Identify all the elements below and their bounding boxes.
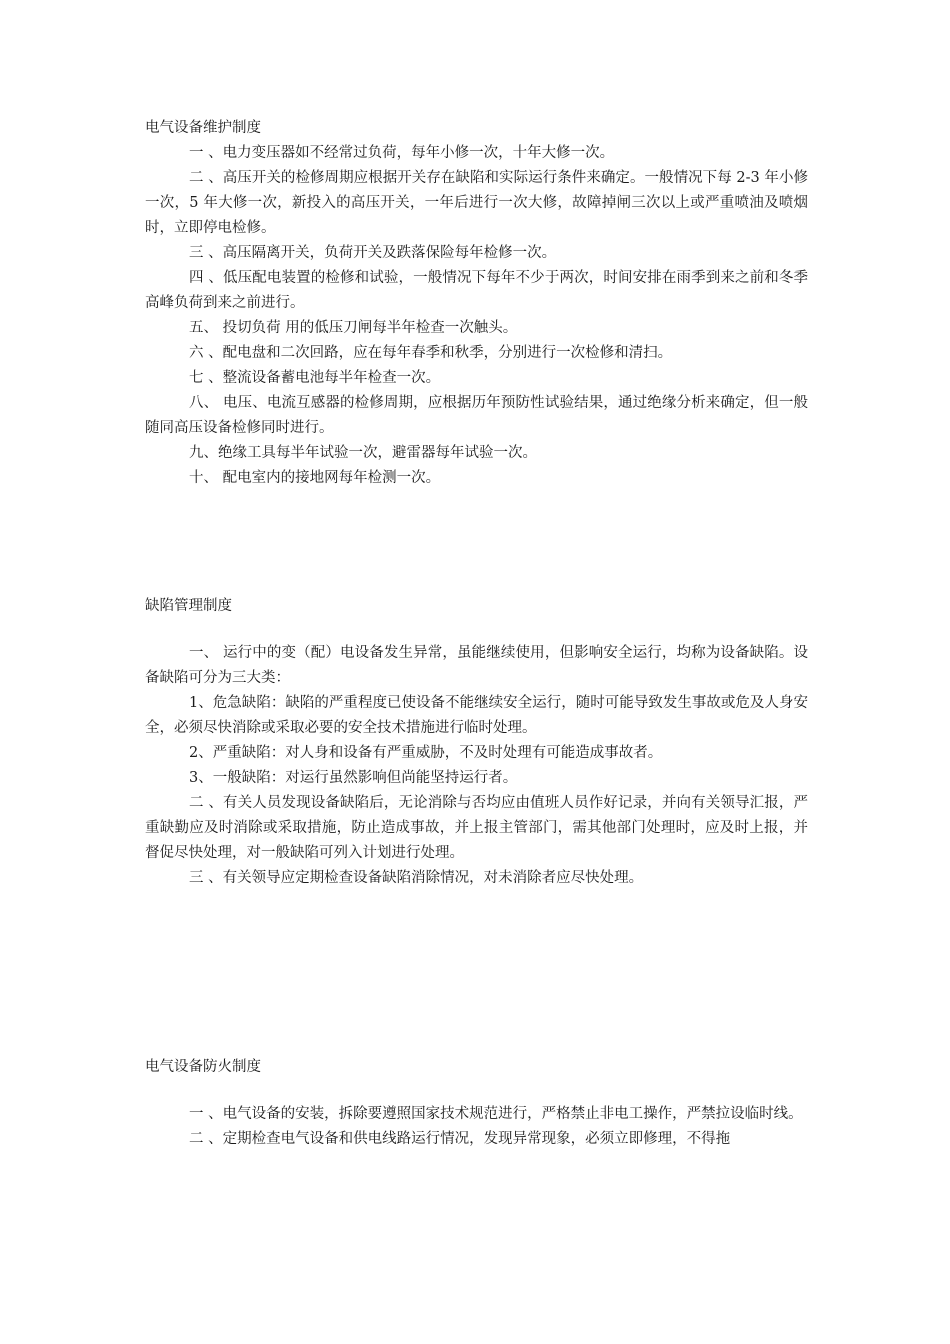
- paragraph: 四 、低压配电装置的检修和试验，一般情况下每年不少于两次，时间安排在雨季到来之前和冬季高峰负荷到来之前进行。: [145, 270, 808, 311]
- section-title-defects: 缺陷管理制度: [145, 598, 232, 614]
- paragraph: 一、 运行中的变（配）电设备发生异常，虽能继续使用，但影响安全运行，均称为设备缺陷。设备缺陷可分为三大类：: [145, 645, 808, 686]
- paragraph: 三 、有关领导应定期检查设备缺陷消除情况，对未消除者应尽快处理。: [189, 870, 644, 886]
- paragraph: 一 、电气设备的安装，拆除要遵照国家技术规范进行，严格禁止非电工操作，严禁拉设临时线。: [189, 1106, 803, 1122]
- paragraph: 一 、电力变压器如不经常过负荷，每年小修一次，十年大修一次。: [189, 145, 615, 161]
- paragraph: 七 、整流设备蓄电池每半年检查一次。: [189, 370, 441, 386]
- title-spacer: [145, 1080, 808, 1102]
- paragraph: 九、绝缘工具每半年试验一次，避雷器每年试验一次。: [189, 445, 537, 461]
- section-title-fire-prevention: 电气设备防火制度: [145, 1059, 261, 1075]
- paragraph: 二 、定期检查电气设备和供电线路运行情况，发现异常现象，必须立即修理，不得拖: [189, 1131, 731, 1147]
- paragraph: 1、危急缺陷：缺陷的严重程度已使设备不能继续安全运行，随时可能导致发生事故或危及人身安全，必须尽快消除或采取必要的安全技术措施进行临时处理。: [145, 695, 808, 736]
- paragraph: 二 、高压开关的检修周期应根据开关存在缺陷和实际运行条件来确定。一般情况下每 2-3 年小修一次，5 年大修一次，新投入的高压开关，一年后进行一次大修，故障掉闸三次以上或严重喷油及喷烟时，立即停电检修。: [145, 170, 808, 236]
- paragraph: 3、一般缺陷：对运行虽然影响但尚能坚持运行者。: [189, 770, 518, 786]
- section-title-maintenance: 电气设备维护制度: [145, 120, 261, 136]
- paragraph: 2、严重缺陷：对人身和设备有严重威胁，不及时处理有可能造成事故者。: [189, 745, 663, 761]
- paragraph: 六 、配电盘和二次回路，应在每年春季和秋季，分别进行一次检修和清扫。: [189, 345, 673, 361]
- section-spacer: [145, 491, 808, 594]
- document-body: [145, 116, 808, 1152]
- paragraph: 三 、高压隔离开关，负荷开关及跌落保险每年检修一次。: [189, 245, 557, 261]
- paragraph: 五、 投切负荷 用的低压刀闸每半年检查一次触头。: [189, 320, 518, 336]
- paragraph: 八、 电压、电流互感器的检修周期，应根据历年预防性试验结果，通过绝缘分析来确定，但一般随同高压设备检修同时进行。: [145, 395, 808, 436]
- paragraph: 二 、有关人员发现设备缺陷后，无论消除与否均应由值班人员作好记录，并向有关领导汇报，严重缺勤应及时消除或采取措施，防止造成事故，并上报主管部门，需其他部门处理时，应及时上报，并督促尽快处理，对一般缺陷可列入计划进行处理。: [145, 795, 808, 861]
- title-spacer: [145, 619, 808, 641]
- paragraph: 十、 配电室内的接地网每年检测一次。: [189, 470, 441, 486]
- section-spacer: [145, 891, 808, 1055]
